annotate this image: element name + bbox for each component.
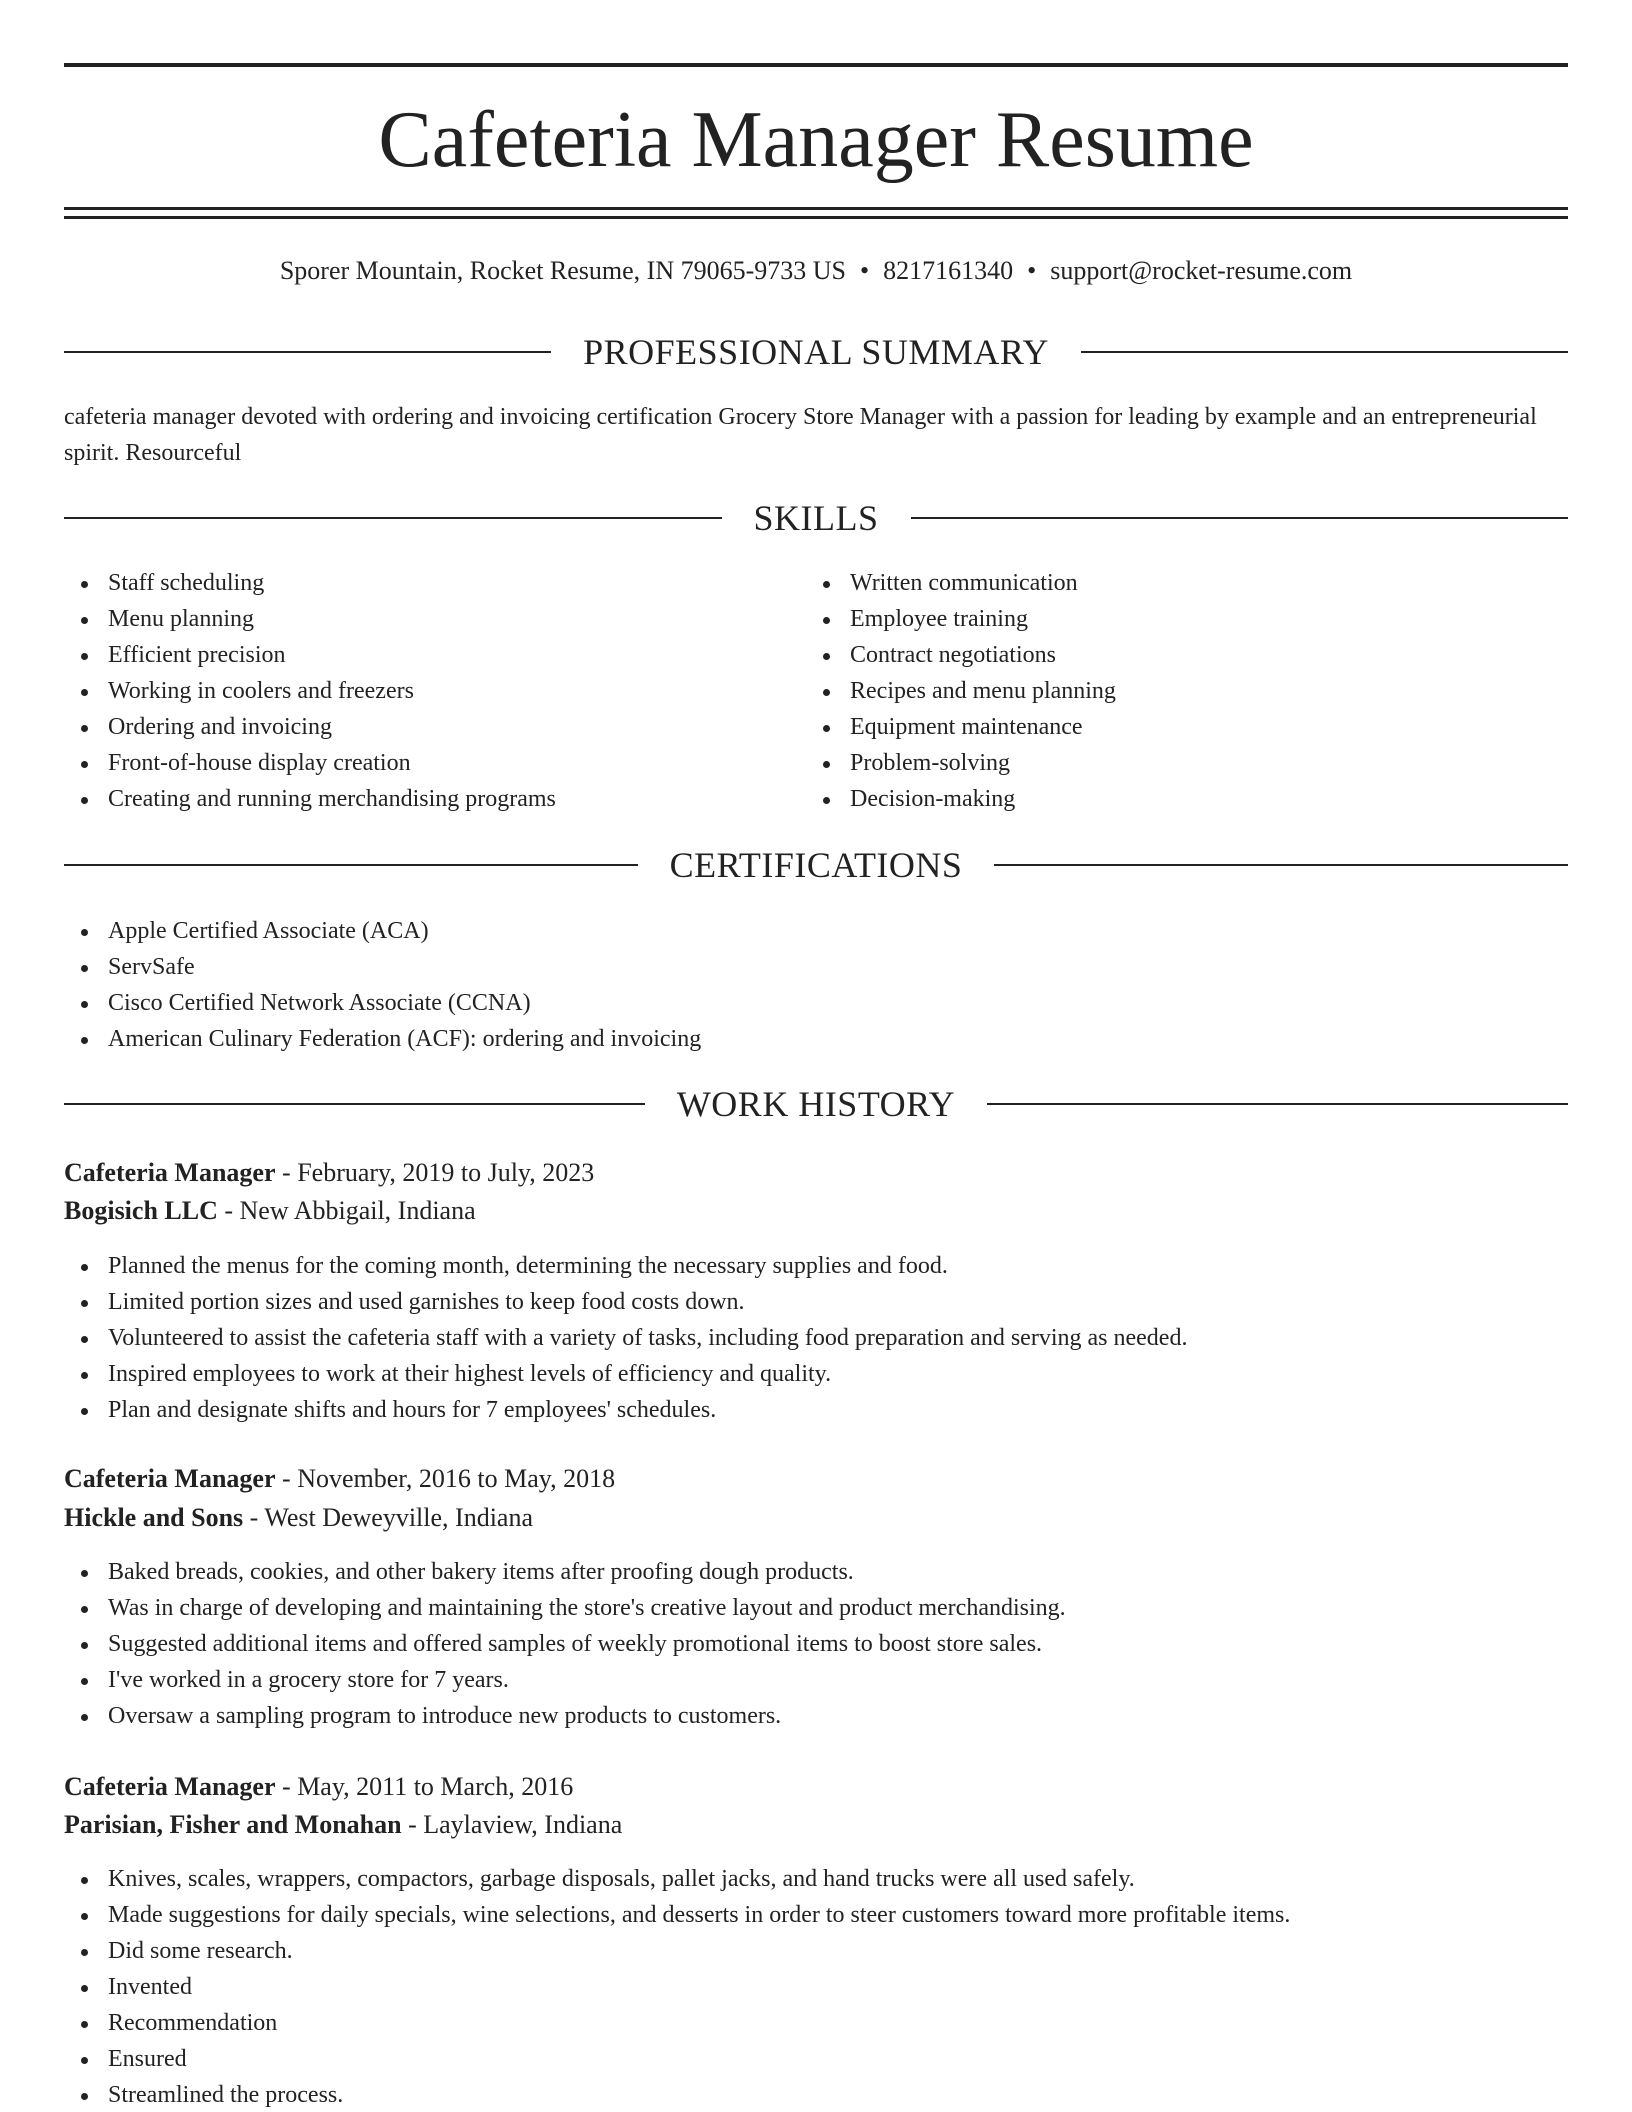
skill-item: Contract negotiations xyxy=(806,637,1566,673)
skill-item: Written communication xyxy=(806,565,1566,601)
resume-page xyxy=(64,0,1568,2112)
divider-line xyxy=(64,864,638,866)
contact-email: support@rocket-resume.com xyxy=(1050,256,1353,285)
certifications-list xyxy=(64,913,1568,1057)
job-duties-list xyxy=(64,1861,1568,2112)
job-duty-item: Ensured xyxy=(64,2041,1568,2077)
job-duty-item: Made suggestions for daily specials, wine selections, and desserts in order to steer customers toward more profitable items. xyxy=(64,1897,1568,1933)
job-company-line xyxy=(64,1500,1568,1536)
divider-line xyxy=(64,517,722,519)
job-location: - West Deweyville, Indiana xyxy=(243,1503,534,1532)
title-rule-lower xyxy=(64,216,1568,219)
section-header-work-history xyxy=(64,1082,1568,1126)
contact-address: Sporer Mountain, Rocket Resume, IN 79065-9733 US xyxy=(279,256,847,285)
divider-line xyxy=(994,864,1568,866)
skill-item: Staff scheduling xyxy=(64,565,804,601)
job-duty-item: Baked breads, cookies, and other bakery items after proofing dough products. xyxy=(64,1554,1568,1590)
section-title: PROFESSIONAL SUMMARY xyxy=(583,332,1049,372)
skill-item: Menu planning xyxy=(64,601,804,637)
job-company-line xyxy=(64,1807,1568,1843)
skill-item: Problem-solving xyxy=(806,745,1566,781)
job-duty-item: Volunteered to assist the cafeteria staff with a variety of tasks, including food preparation and serving as needed. xyxy=(64,1320,1568,1356)
skill-item: Efficient precision xyxy=(64,637,804,673)
job-title-line xyxy=(64,1769,1568,1805)
skill-item: Front-of-house display creation xyxy=(64,745,804,781)
job-duty-item: Limited portion sizes and used garnishes to keep food costs down. xyxy=(64,1284,1568,1320)
job-title-line xyxy=(64,1155,1568,1191)
skill-item: Ordering and invoicing xyxy=(64,709,804,745)
summary-text: cafeteria manager devoted with ordering and invoicing certification Grocery Store Manager with a passion for leading by example and an entrepreneurial spirit. Resourceful xyxy=(64,404,1537,466)
job-duty-item: Was in charge of developing and maintaining the store's creative layout and product merchandising. xyxy=(64,1590,1568,1626)
job-duty-item: Suggested additional items and offered samples of weekly promotional items to boost store sales. xyxy=(64,1626,1568,1662)
divider-line xyxy=(1081,351,1568,353)
skills-list-right xyxy=(806,565,1566,817)
section-title: SKILLS xyxy=(753,498,879,538)
job-company-line xyxy=(64,1193,1568,1229)
divider-line xyxy=(64,1103,645,1105)
job-duty-item: Plan and designate shifts and hours for 7 employees' schedules. xyxy=(64,1392,1568,1428)
skill-item: Employee training xyxy=(806,601,1566,637)
section-header-certifications xyxy=(64,843,1568,887)
top-rule xyxy=(64,63,1568,67)
job-duty-item: I've worked in a grocery store for 7 years. xyxy=(64,1662,1568,1698)
job-location: - Laylaview, Indiana xyxy=(401,1810,623,1839)
job-duty-item: Did some research. xyxy=(64,1933,1568,1969)
divider-line xyxy=(911,517,1569,519)
skill-item: Decision-making xyxy=(806,781,1566,817)
certification-item: ServSafe xyxy=(64,949,1568,985)
resume-title: Cafeteria Manager Resume xyxy=(378,96,1254,184)
skill-item: Working in coolers and freezers xyxy=(64,673,804,709)
job-company: Parisian, Fisher and Monahan xyxy=(64,1810,402,1839)
certification-item: American Culinary Federation (ACF): ordering and invoicing xyxy=(64,1021,1568,1057)
contact-phone: 8217161340 xyxy=(883,256,1014,285)
section-title: CERTIFICATIONS xyxy=(669,845,963,885)
job-duties-list xyxy=(64,1554,1568,1734)
job-title: Cafeteria Manager xyxy=(64,1464,276,1493)
job-dates: - February, 2019 to July, 2023 xyxy=(275,1158,595,1187)
job-location: - New Abbigail, Indiana xyxy=(217,1196,476,1225)
skill-item: Equipment maintenance xyxy=(806,709,1566,745)
job-title: Cafeteria Manager xyxy=(64,1158,276,1187)
skills-list-left xyxy=(64,565,804,817)
title-rule-upper xyxy=(64,207,1568,210)
skill-item: Recipes and menu planning xyxy=(806,673,1566,709)
divider-line xyxy=(987,1103,1568,1105)
job-title: Cafeteria Manager xyxy=(64,1772,276,1801)
certification-item: Apple Certified Associate (ACA) xyxy=(64,913,1568,949)
job-dates: - November, 2016 to May, 2018 xyxy=(275,1464,616,1493)
job-dates: - May, 2011 to March, 2016 xyxy=(275,1772,574,1801)
job-duty-item: Inspired employees to work at their highest levels of efficiency and quality. xyxy=(64,1356,1568,1392)
job-duty-item: Recommendation xyxy=(64,2005,1568,2041)
job-company: Bogisich LLC xyxy=(64,1196,218,1225)
section-header-summary xyxy=(64,330,1568,374)
skill-item: Creating and running merchandising programs xyxy=(64,781,804,817)
section-header-skills xyxy=(64,496,1568,540)
job-duty-item: Planned the menus for the coming month, determining the necessary supplies and food. xyxy=(64,1248,1568,1284)
job-duty-item: Streamlined the process. xyxy=(64,2077,1568,2112)
job-duty-item: Oversaw a sampling program to introduce new products to customers. xyxy=(64,1698,1568,1734)
job-title-line xyxy=(64,1461,1568,1497)
contact-line xyxy=(64,254,1568,288)
job-duty-item: Knives, scales, wrappers, compactors, garbage disposals, pallet jacks, and hand trucks were all used safely. xyxy=(64,1861,1568,1897)
contact-separator: • xyxy=(1027,256,1037,285)
divider-line xyxy=(64,351,551,353)
certification-item: Cisco Certified Network Associate (CCNA) xyxy=(64,985,1568,1021)
section-title: WORK HISTORY xyxy=(676,1084,956,1124)
job-duties-list xyxy=(64,1248,1568,1428)
contact-separator: • xyxy=(860,256,870,285)
job-duty-item: Invented xyxy=(64,1969,1568,2005)
job-company: Hickle and Sons xyxy=(64,1503,244,1532)
